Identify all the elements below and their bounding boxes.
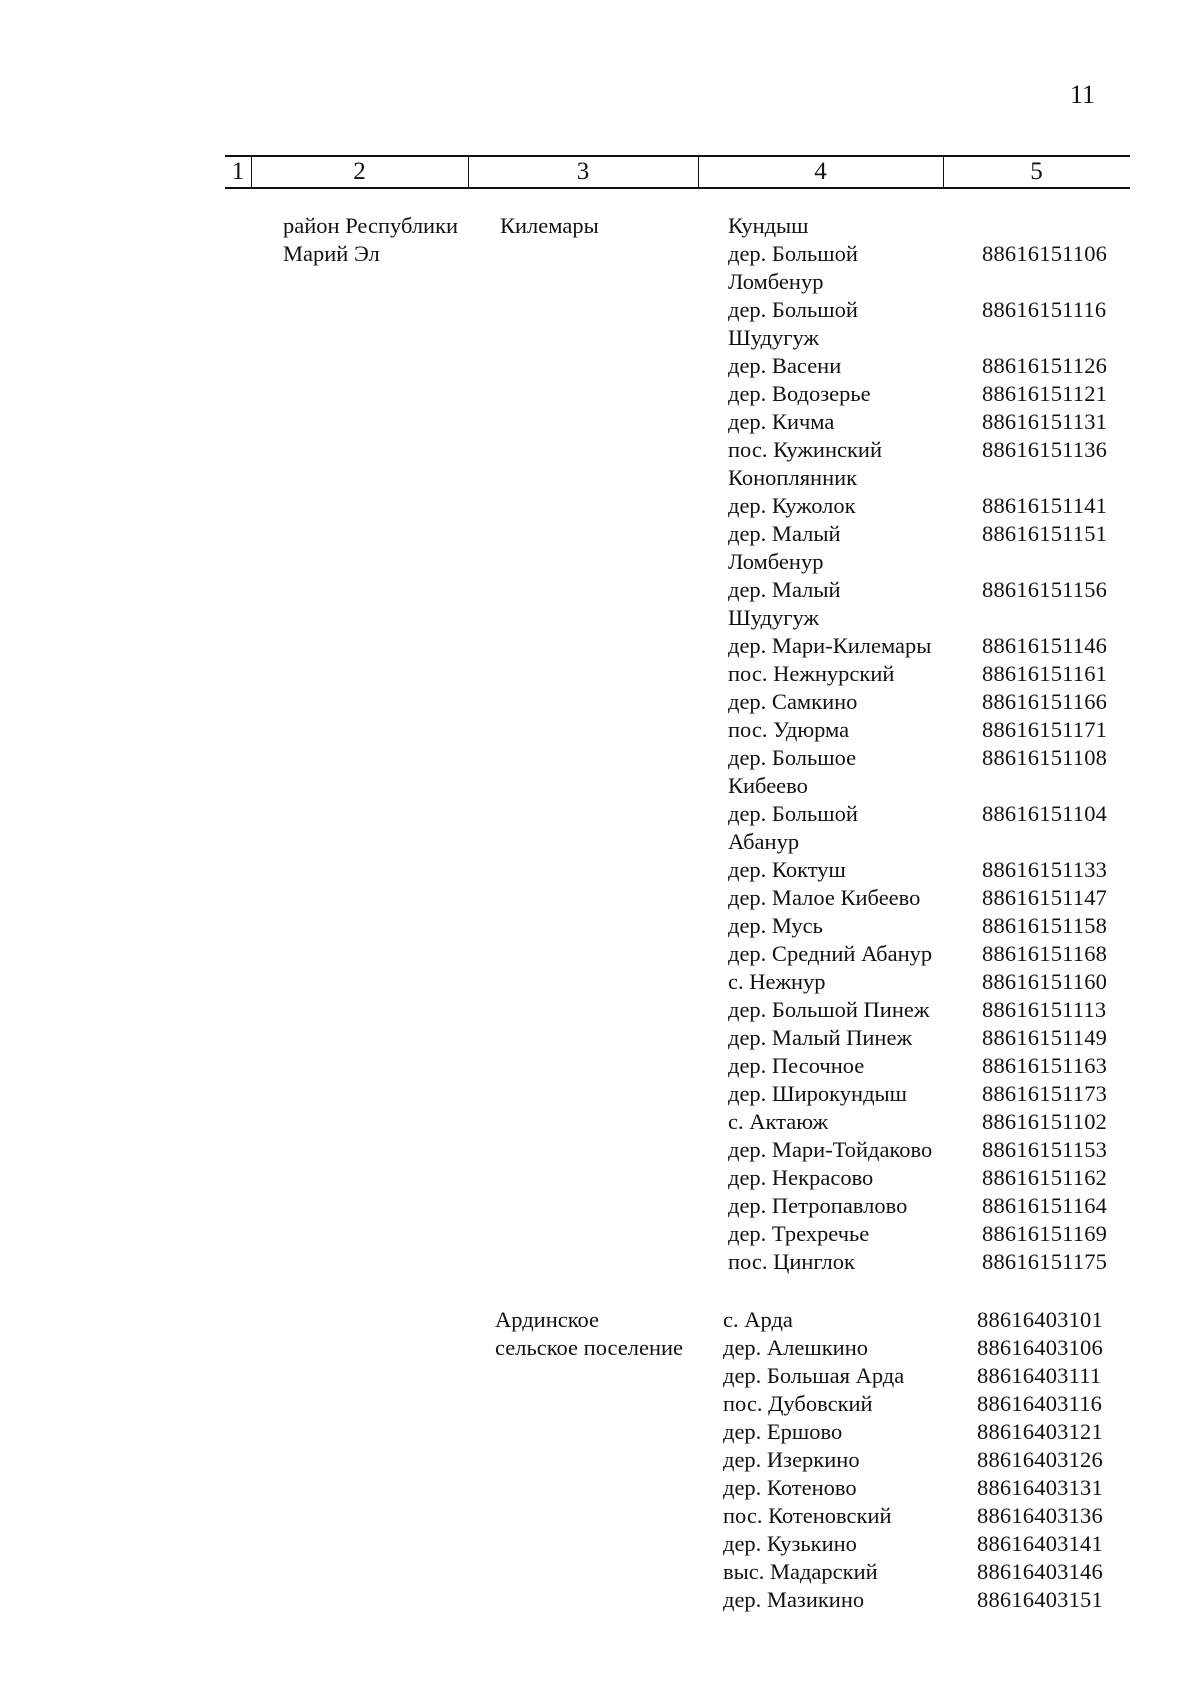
okato-code: 88616403146: [977, 1559, 1103, 1584]
okato-code: 88616151141: [982, 493, 1108, 518]
okato-code: 88616403101: [977, 1307, 1103, 1332]
locality-name: дер. Песочное: [728, 1053, 865, 1078]
locality-name: дер. Большая Арда: [723, 1363, 905, 1388]
okato-code: 88616151116: [982, 297, 1107, 322]
okato-code: 88616403151: [977, 1587, 1103, 1612]
locality-name: дер. Кужолок: [728, 493, 856, 518]
locality-name: дер. Малый: [728, 577, 841, 602]
settlement-name: Ардинское: [495, 1307, 600, 1332]
okato-code: 88616151164: [982, 1193, 1108, 1218]
locality-name: дер. Коктуш: [728, 857, 846, 882]
okato-code: 88616151104: [982, 801, 1108, 826]
okato-code: 88616151136: [982, 437, 1108, 462]
locality-name: с. Нежнур: [728, 969, 826, 994]
locality-name: дер. Малый Пинеж: [728, 1025, 912, 1050]
locality-name: Абанур: [728, 829, 800, 854]
okato-code: 88616403121: [977, 1419, 1103, 1444]
okato-code: 88616151131: [982, 409, 1108, 434]
locality-name: дер. Водозерье: [728, 381, 871, 406]
okato-code: 88616151175: [982, 1249, 1108, 1274]
locality-name: дер. Мари-Килемары: [728, 633, 932, 658]
locality-name: пос. Нежнурский: [728, 661, 895, 686]
header-col-1: 1: [231, 158, 245, 185]
locality-name: Кундыш: [728, 213, 809, 238]
header-col-3: 3: [576, 158, 590, 185]
okato-code: 88616151168: [982, 941, 1108, 966]
locality-name: дер. Малый: [728, 521, 841, 546]
okato-code: 88616151113: [982, 997, 1107, 1022]
locality-name: дер. Петропавлово: [728, 1193, 908, 1218]
locality-name: пос. Дубовский: [723, 1391, 873, 1416]
header-col-2: 2: [353, 158, 366, 185]
okato-code: 88616151169: [982, 1221, 1108, 1246]
okato-code: 88616151106: [982, 241, 1108, 266]
locality-name: Ломбенур: [728, 269, 824, 294]
locality-name: с. Актаюж: [728, 1109, 829, 1134]
locality-name: Кибеево: [728, 773, 808, 798]
okato-code: 88616151108: [982, 745, 1108, 770]
locality-name: дер. Широкундыш: [728, 1081, 907, 1106]
header-col-4: 4: [814, 158, 827, 185]
okato-code: 88616403136: [977, 1503, 1103, 1528]
locality-name: с. Арда: [723, 1307, 793, 1332]
locality-name: дер. Мазикино: [723, 1587, 865, 1612]
locality-name: дер. Алешкино: [723, 1335, 868, 1360]
okato-code: 88616151147: [982, 885, 1108, 910]
locality-name: дер. Большое: [728, 745, 857, 770]
locality-name: дер. Большой: [728, 297, 858, 322]
header-col-5: 5: [1030, 158, 1043, 185]
locality-name: пос. Цинглок: [728, 1249, 855, 1274]
locality-name: пос. Кужинский: [728, 437, 882, 462]
locality-name: дер. Мари-Тойдаково: [728, 1137, 933, 1162]
locality-name: пос. Котеновский: [723, 1503, 892, 1528]
okato-code: 88616403116: [977, 1391, 1103, 1416]
okato-code: 88616151126: [982, 353, 1108, 378]
okato-code: 88616151163: [982, 1053, 1108, 1078]
locality-name: дер. Васени: [728, 353, 842, 378]
okato-code: 88616403126: [977, 1447, 1103, 1472]
locality-name: дер. Большой Пинеж: [728, 997, 930, 1022]
okato-code: 88616151153: [982, 1137, 1108, 1162]
page-number: 11: [1070, 80, 1096, 109]
okato-code: 88616151171: [982, 717, 1108, 742]
okato-code: 88616151156: [982, 577, 1108, 602]
okato-code: 88616151162: [982, 1165, 1108, 1190]
settlement-name: сельское поселение: [495, 1335, 684, 1360]
table-header: [225, 155, 1130, 189]
locality-name: дер. Котеново: [723, 1475, 857, 1500]
okato-code: 88616151160: [982, 969, 1108, 994]
okato-code: 88616151158: [982, 913, 1108, 938]
locality-name: выс. Мадарский: [723, 1559, 878, 1584]
okato-code: 88616151121: [982, 381, 1108, 406]
locality-name: Шудугуж: [728, 605, 819, 630]
locality-name: дер. Изеркино: [723, 1447, 860, 1472]
locality-name: дер. Малое Кибеево: [728, 885, 921, 910]
okato-code: 88616151161: [982, 661, 1108, 686]
locality-name: дер. Трехречье: [728, 1221, 870, 1246]
locality-name: дер. Средний Абанур: [728, 941, 933, 966]
locality-name: Коноплянник: [728, 465, 858, 490]
locality-name: дер. Кузькино: [723, 1531, 857, 1556]
locality-name: пос. Удюрма: [728, 717, 850, 742]
okato-code: 88616151133: [982, 857, 1108, 882]
locality-name: дер. Большой: [728, 241, 858, 266]
locality-name: Шудугуж: [728, 325, 819, 350]
locality-name: дер. Некрасово: [728, 1165, 874, 1190]
okato-code: 88616403141: [977, 1531, 1103, 1556]
okato-code: 88616151173: [982, 1081, 1108, 1106]
okato-code: 88616151146: [982, 633, 1108, 658]
settlement-name: Килемары: [500, 213, 599, 238]
locality-name: дер. Мусь: [728, 913, 823, 938]
district-name-line: район Республики: [283, 213, 459, 238]
locality-name: дер. Кичма: [728, 409, 835, 434]
locality-name: дер. Большой: [728, 801, 858, 826]
okato-code: 88616151102: [982, 1109, 1108, 1134]
okato-code: 88616403111: [977, 1363, 1102, 1388]
okato-code: 88616151166: [982, 689, 1108, 714]
okato-code: 88616151151: [982, 521, 1108, 546]
locality-name: дер. Ершово: [723, 1419, 843, 1444]
locality-name: дер. Самкино: [728, 689, 858, 714]
okato-code: 88616403106: [977, 1335, 1103, 1360]
okato-code: 88616151149: [982, 1025, 1108, 1050]
locality-name: Ломбенур: [728, 549, 824, 574]
okato-code: 88616403131: [977, 1475, 1103, 1500]
district-name-line: Марий Эл: [283, 241, 380, 266]
